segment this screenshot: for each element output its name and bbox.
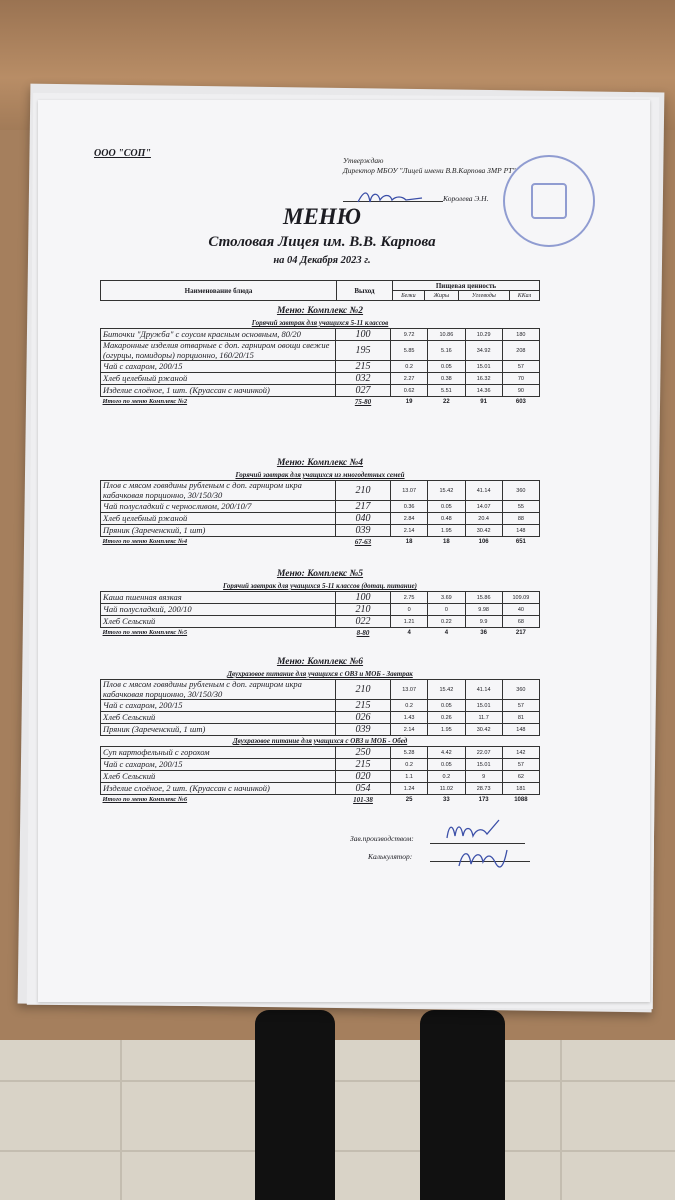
total-row: Итого по меню Комплекс №6 101-38 25 33 173 1088 — [102, 796, 528, 804]
table-row: Плов с мясом говядины рубленым с доп. гарниром икра кабачковая порционно, 30/150/30 210 13.07 15.42 41.14 360 — [101, 481, 540, 501]
table-row: Изделие слоёное, 2 шт. (Круассан с начинкой) 054 1.24 11.02 28.73 181 — [101, 783, 540, 795]
company-name: ООО "СОП" — [94, 148, 151, 159]
header-nutrition: Пищевая ценность — [393, 281, 540, 291]
total-row: Итого по меню Комплекс №5 8-80 4 4 36 217 — [102, 629, 526, 637]
table-row: Чай с сахаром, 200/15 215 0.2 0.05 15.01 57 — [101, 361, 540, 373]
table-row: Изделие слоёное, 1 шт. (Круассан с начинкой) 027 0.62 5.51 14.36 90 — [101, 385, 540, 397]
canteen-name: Столовая Лицея им. В.В. Карпова — [208, 234, 436, 250]
table-row: Хлеб целебный ржаной 040 2.84 0.48 20.4 88 — [101, 513, 540, 525]
menu-table — [100, 679, 540, 736]
table-row: Хлеб Сельский 020 1.1 0.2 9 62 — [101, 771, 540, 783]
floor — [0, 1040, 675, 1200]
menu-sheet — [38, 100, 650, 1002]
meal-title: Двухразовое питание для учащихся с ОВЗ и МОБ - Обед — [232, 737, 408, 745]
menu-table — [100, 591, 540, 638]
calculator-label: Калькулятор: — [368, 852, 413, 861]
meal-title: Двухразовое питание для учащихся с ОВЗ и МОБ - Завтрак — [227, 670, 413, 678]
director-name: Королева Э.Н. — [443, 194, 489, 203]
total-row: Итого по меню Комплекс №4 67-63 18 18 106 651 — [102, 538, 526, 546]
section-complex-4 — [100, 457, 540, 547]
header-name: Наименование блюда — [101, 281, 337, 301]
meal-title: Горячий завтрак для учащихся из многодетных семей — [235, 471, 405, 479]
table-row: Чай с сахаром, 200/15 215 0.2 0.05 15.01 57 — [101, 700, 540, 712]
table-row: Пряник (Зареченский, 1 шт) 039 2.14 1.95 30.42 148 — [101, 525, 540, 537]
header-proteins: Белки — [393, 291, 425, 301]
section-title: Меню: Комплекс №2 — [276, 306, 364, 316]
right-foot — [420, 1010, 505, 1200]
table-row: Макаронные изделия отварные с доп. гарниром овощи свежие (огурцы, помидоры) порционно, 160/20/15 195 5.85 5.16 34.92 208 — [101, 341, 540, 361]
section-complex-6 — [100, 656, 540, 805]
director-title: Директор МБОУ "Лицей имени В.В.Карпова ЗМР РТ" — [343, 166, 516, 175]
section-title: Меню: Комплекс №6 — [276, 657, 364, 667]
header-carbs: Углеводы — [458, 291, 509, 301]
table-row: Чай с сахаром, 200/15 215 0.2 0.05 15.01 57 — [101, 759, 540, 771]
menu-table — [100, 480, 540, 547]
header-fats: Жиры — [424, 291, 458, 301]
header-kcal: ККал — [510, 291, 540, 301]
production-manager-label: Зав.производством: — [350, 834, 414, 843]
table-header — [100, 280, 540, 301]
table-row: Чай полусладкий, 200/10 210 0 0 9.98 40 — [101, 604, 540, 616]
table-row: Хлеб Сельский 022 1.21 0.22 9.9 68 — [101, 616, 540, 628]
section-title: Меню: Комплекс №5 — [276, 569, 364, 579]
table-row: Суп картофельный с горохом 250 5.28 4.42 22.07 142 — [101, 747, 540, 759]
left-foot — [255, 1010, 335, 1200]
table-row: Чай полусладкий с черносливом, 200/10/7 217 0.36 0.05 14.07 55 — [101, 501, 540, 513]
table-row: Хлеб Сельский 026 1.43 0.26 11.7 81 — [101, 712, 540, 724]
section-title: Меню: Комплекс №4 — [276, 458, 364, 468]
meal-title: Горячий завтрак для учащихся 5-11 классов (дотац. питание) — [223, 582, 417, 590]
approve-label: Утверждаю — [343, 156, 384, 165]
table-row: Каша пшенная вязкая 100 2.75 3.69 15.86 109.09 — [101, 592, 540, 604]
section-complex-2 — [100, 305, 540, 407]
menu-date: на 04 Декабря 2023 г. — [273, 255, 371, 266]
table-row: Плов с мясом говядины рубленым с доп. гарниром икра кабачковая порционно, 30/150/30 210 13.07 15.42 41.14 360 — [101, 680, 540, 700]
calculator-signature — [453, 840, 513, 876]
total-row: Итого по меню Комплекс №2 75-80 19 22 91 603 — [102, 398, 526, 406]
meal-title: Горячий завтрак для учащихся 5-11 классов — [251, 319, 389, 327]
table-row: Пряник (Зареченский, 1 шт) 039 2.14 1.95 30.42 148 — [101, 724, 540, 736]
table-row: Биточки "Дружба" с соусом красным основным, 80/20 100 9.72 10.86 10.29 180 — [101, 329, 540, 341]
menu-table — [100, 746, 540, 805]
header-output: Выход — [337, 281, 393, 301]
table-row: Хлеб целебный ржаной 032 2.27 0.38 16.32 70 — [101, 373, 540, 385]
page-title: МЕНЮ — [283, 204, 361, 229]
menu-table — [100, 328, 540, 407]
section-complex-5 — [100, 568, 540, 638]
